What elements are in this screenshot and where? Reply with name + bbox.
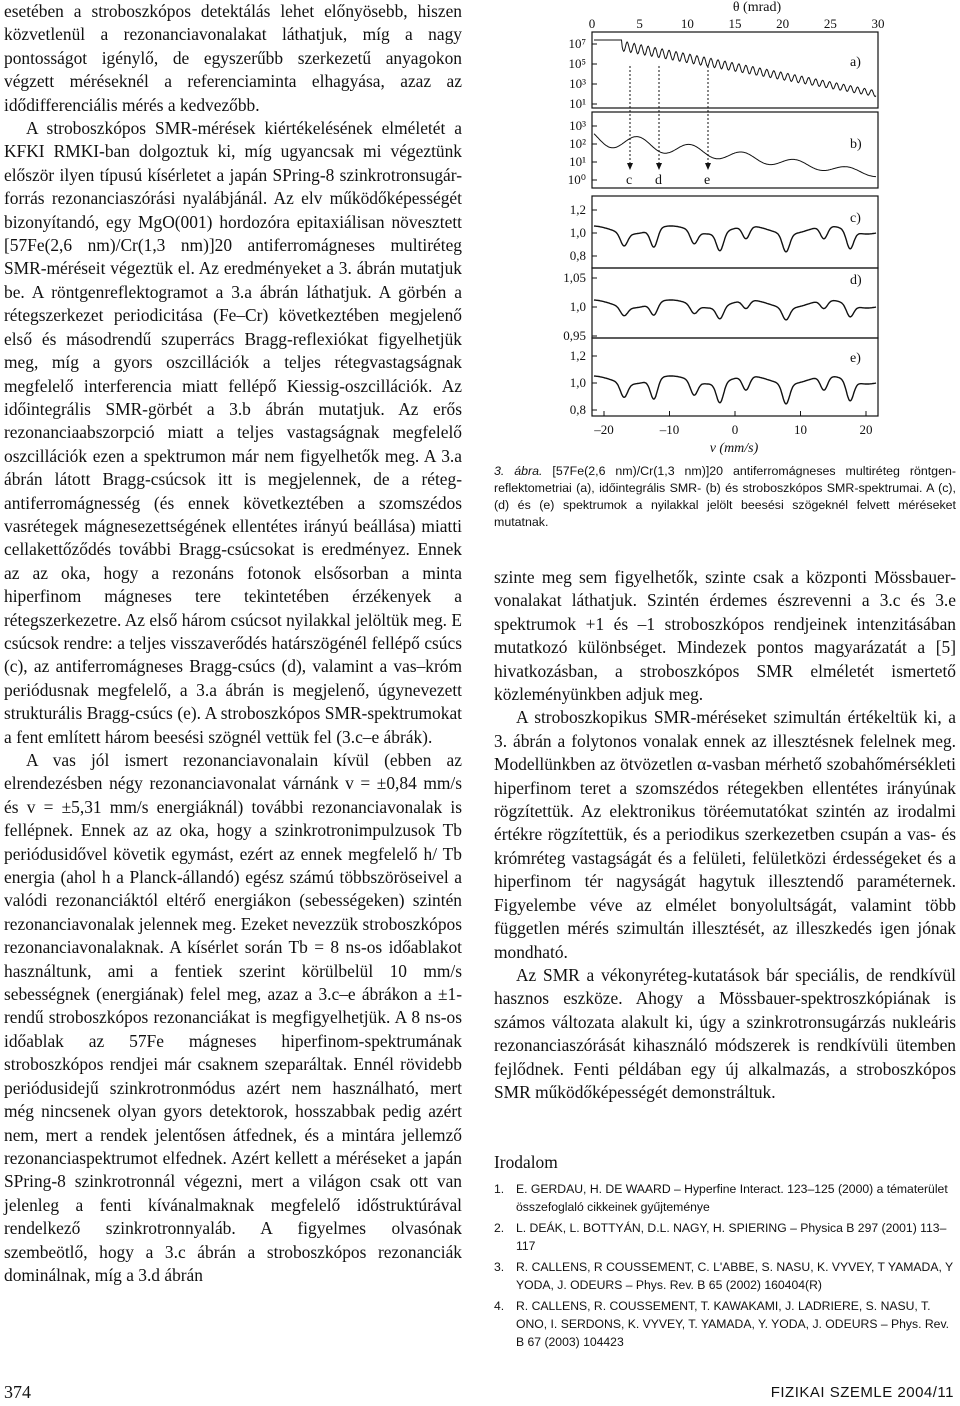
y-tick-label: 1,05 bbox=[563, 270, 586, 285]
paragraph: A stroboszkópos SMR-mérések kiértékelésének elméletét a KFKI RMKI-ban dolgoztuk ki, míg ugyancsak mi végeztünk először ilyen típusú kísérletet a japán SPring-8 szinkrotronsugár-forrás rezonanciaszórási nyalábjánál. Az elv működőképességét bizonyítandó, egy MgO(001) hordozóra epitaxiálisan növesztett [57Fe(2,6 nm)/Cr(1,3 nm)]20 antiferromágneses multiréteg SMR-méréseit végeztük el. Az eredményeket a 3. ábrán mutatjuk be. A röntgenreflektogramot a 3.a ábrán láthatjuk. A görbén a rétegszerkezet periodicitása (Fe–Cr) következtében megjelenő első és másodrendű szuperrács Bragg-reflexiókat figyelhetjük meg, míg a gyors oszcillációk a teljes rétegvastagságnak megfelelő interferencia miatt fellépő Kiessig-oszcillációk. Az időintegrális SMR-görbét a 3.b ábrán mutatjuk. Az erős rezonanciaabszorpció miatt a teljes vastagságnak megfelelő oszcillációk ezen a spektrumon már nem figyelhetők meg. A 3.a ábrán látott Bragg-csúcsok itt is megjelennek, de a réteg-antiferromágnesség (és ennek következtében a szomszédos vasrétegek mágnesezettségének ellentétes irányú beállása) miatti cellakettőződés további Bragg-csúcsokat is eredményez. Ennek az az oka, hogy a rezonáns fotonok elsősorban a minta hiperfinom mágneses tere tekintetében érzékenyek a rétegszerkezetre. Az első három csúcsot nyilakkal jelöltük meg. E csúcsok rendre: a teljes visszaverődés határszögénél fellépő csúcs (c), az antiferromágneses Bragg-csúcs (d), valamint a vas–króm periódusnak megfelelő, a 3.a ábrán is megjelenő, úgynevezett strukturális Bragg-csúcs (e). A stroboszkópos SMR-spektrumokat a fent említett három beesési szögnél vettük fel (3.c–e ábrák). bbox=[4, 118, 462, 747]
y-tick-label: 1,0 bbox=[569, 375, 586, 390]
reference-item: 3. R. CALLENS, R COUSSEMENT, C. L'ABBE, S. NASU, K. VYVEY, T YAMADA, Y YODA, J. ODEURS – Phys. Rev. B 65 (2002) 160404(R) bbox=[494, 1260, 953, 1292]
caption-text: [57Fe(2,6 nm)/Cr(1,3 nm)]20 antiferromágneses multiréteg röntgen-reflektometriai (a), időintegrális SMR- (b) és stroboszkópos SMR-spektrumai. A (c), (d) és (e) spektrumok a nyilakkal jelölt beesési szögeknél felvett méréseket mutatnak. bbox=[494, 464, 956, 529]
caption-label: 3. ábra. bbox=[494, 464, 543, 478]
references-list bbox=[494, 1180, 958, 1354]
paragraph: szinte meg sem figyelhetők, szinte csak a központi Mössbauer-vonalakat láthatjuk. Szintén érdemes észrevenni a 3.c és 3.e spektrumok +1 és –1 stroboszkópos rendjeinek intenzitásában mutatkozó különbséget. Mindezek pontos magyarázatát a [5] hivatkozásban, a stroboszkópos SMR elméletét ismertető közleményünkben adjuk meg. bbox=[494, 567, 956, 705]
references-title: Irodalom bbox=[494, 1152, 558, 1172]
y-tick-label: 10³ bbox=[569, 118, 586, 133]
top-axis-ticks bbox=[589, 16, 885, 31]
curve-a bbox=[594, 40, 876, 97]
panel-label: b) bbox=[850, 137, 862, 152]
panel-c-frame bbox=[592, 196, 878, 268]
page-number: 374 bbox=[4, 1382, 31, 1402]
right-text-column bbox=[494, 566, 956, 1104]
bottom-tick-label: 20 bbox=[859, 422, 873, 437]
reference-item: 2. L. DEÁK, L. BOTTYÁN, D.L. NAGY, H. SPIERING – Physica B 297 (2001) 113–117 bbox=[494, 1221, 947, 1253]
paragraph: A stroboszkopikus SMR-méréseket szimultán értékeltük ki, a 3. ábrán a folytonos vonalak ennek az illesztésnek felelnek meg. Modellünkben az ötvözetlen α-vasban mérhető szobahőmérsékleti hiperfinom teret a szomszédos rétegekben ellentétes irányúnak rögzítettük. Az elektronikus töréemutatókat szintén az irodalmi értékre rögzítettük, és a periodikus szerkezetben csupán a vas- és krómréteg vastagságát és a felületi, felületközi érdességeket és a hiperfinom tér nagyságát hagytuk illesztendő paraméternek. Figyelembe véve az elmélet bonyolultságát, valamint több független mérés szimultán illesztését, az illeszkedés igen jónak mondható. bbox=[494, 707, 956, 962]
arrow-label: d bbox=[655, 173, 662, 188]
y-tick-label: 1,0 bbox=[569, 299, 586, 314]
y-tick-label: 0,8 bbox=[569, 402, 586, 417]
fit-curve bbox=[594, 376, 876, 404]
y-tick-label: 1,2 bbox=[569, 202, 586, 217]
bottom-tick-label: –20 bbox=[594, 422, 614, 437]
y-tick-label: 10³ bbox=[569, 76, 586, 91]
arrow-head bbox=[627, 163, 633, 170]
figure-curves bbox=[594, 40, 876, 404]
arrow-head bbox=[656, 163, 662, 170]
left-text-column bbox=[4, 0, 462, 1287]
curve-b bbox=[594, 134, 876, 177]
y-tick-label: 10⁰ bbox=[567, 172, 586, 187]
fit-curve bbox=[594, 300, 876, 320]
bottom-tick-label: 10 bbox=[794, 422, 807, 437]
top-tick-label: 0 bbox=[588, 16, 596, 31]
top-tick-label: 5 bbox=[636, 16, 643, 31]
paragraph: Az SMR a vékonyréteg-kutatások bár speciális, de rendkívül hasznos eszköze. Ahogy a Mössbauer-spektroszkópiának is számos változata alakult ki, úgy a szinkrotronsugárzás nukleáris rezonanciaszórását kihasználó módszerek is rendkívüli ütemben fejlődnek. Fenti példában egy új alkalmazás, a stroboszkópos SMR működőképességét demonstráltuk. bbox=[494, 964, 956, 1102]
arrow-head bbox=[705, 163, 711, 170]
y-tick-label: 1,2 bbox=[569, 348, 586, 363]
y-tick-label: 10² bbox=[569, 136, 586, 151]
y-tick-label: 1,0 bbox=[569, 225, 586, 240]
paragraph: A vas jól ismert rezonanciavonalain kívül (ebben az elrendezésben négy rezonanciavonalat várnánk v = ±0,84 mm/s és v = ±5,31 mm/s energiáknál) további rezonanciavonalak is fellépnek. Ennek az az oka, hogy a szinkrotronimpulzusok Tb periódusidővel követik egymást, ezért az ennek megfelelő h/ Tb energia (ahol h a Planck-állandó) egész számú többszöröseivel a valódi rezonanciáktól eltérő energiákon (sebességeken) szintén rezonanciavonalak jelennek meg. Ezeket nevezzük stroboszkópos rezonanciavonalaknak. A kísérlet során Tb = 8 ns-os időablakot használtunk, ami a fentiek szerint körülbelül 10 mm/s sebességnek (energiának) felel meg, azaz a 3.c–e ábrákon a ±1-rendű stroboszkópos rezonanciákat is megfigyelhetjük. A 8 ns-os időablak az 57Fe mágneses hiperfinom-spektrumának stroboszkópos rendjei már csaknem szeparáltak. Ennél rövidebb periódusidejű szinkrotronmódus azért nem használható, mert még nincsenek olyan gyors detektorok, hosszabbak pedig azért nem, mert a rendek jelentősen átfednek, és a mintára jellemző rezonanciaspektrumot elfednek. Azért kellett a méréseket a japán SPring-8 szinkrotronnál végezni, mert a világon csak ott van jelenleg a fenti kívánalmaknak megfelelő időstruktúrával rendelkező szinkrotronnyaláb. A figyelmes olvasónak szembeötlő, hogy a 3.c ábrán a stroboszkópos rezonanciák dominálnak, míg a 3.d ábrán bbox=[4, 750, 462, 1285]
top-axis-label: θ (mrad) bbox=[732, 0, 782, 15]
panel-label: e) bbox=[850, 351, 861, 366]
top-tick-label: 10 bbox=[680, 16, 694, 31]
arrow-label: c bbox=[626, 173, 633, 188]
top-tick-label: 20 bbox=[776, 16, 790, 31]
reference-item: 1. E. GERDAU, H. DE WAARD – Hyperfine Interact. 123–125 (2000) a tématerület összefoglaló cikkeinek gyűjteménye bbox=[494, 1182, 948, 1214]
y-tick-label: 10⁵ bbox=[568, 56, 586, 71]
panel-b-frame bbox=[592, 112, 878, 188]
top-tick-label: 30 bbox=[871, 16, 885, 31]
bottom-axis-ticks bbox=[593, 411, 872, 437]
arrow-label: e bbox=[704, 173, 711, 188]
bottom-tick-label: –10 bbox=[659, 422, 680, 437]
bottom-tick-label: 0 bbox=[731, 422, 739, 437]
angle-arrows bbox=[626, 66, 711, 188]
y-tick-label: 0,95 bbox=[563, 328, 586, 343]
journal-name: FIZIKAI SZEMLE 2004/11 bbox=[770, 1384, 954, 1401]
panel-label: d) bbox=[850, 273, 862, 288]
figure-caption bbox=[494, 463, 956, 531]
paragraph: esetében a stroboszkópos detektálás lehet előnyösebb, hiszen közvetlenül a rezonanciavonalakat láthatjuk, míg a nagy pontosságot igénylő, de egyszerűbb szerkezetű anyagokon végzett méréseknél a referenciaminta elhagyása, azaz az idődifferenciális mérés a kedvezőbb. bbox=[4, 1, 462, 115]
panel-label: c) bbox=[850, 211, 861, 226]
top-tick-label: 15 bbox=[728, 16, 742, 31]
bottom-axis-label: v (mm/s) bbox=[709, 441, 759, 456]
y-tick-label: 10⁷ bbox=[568, 36, 586, 51]
panel-label: a) bbox=[850, 55, 861, 70]
y-tick-label: 10¹ bbox=[569, 96, 586, 111]
top-tick-label: 25 bbox=[823, 16, 837, 31]
y-tick-label: 10¹ bbox=[569, 154, 586, 169]
fit-curve bbox=[594, 226, 876, 252]
y-tick-label: 0,8 bbox=[569, 248, 586, 263]
figure-3-plot bbox=[494, 0, 960, 460]
reference-item: 4. R. CALLENS, R. COUSSEMENT, T. KAWAKAMI, J. LADRIERE, S. NASU, T. ONO, I. SERDONS, K. VYVEY, T. YAMADA, Y. YODA, J. ODEURS – Phys. Rev. B 67 (2003) 104423 bbox=[494, 1299, 950, 1349]
panel-labels bbox=[850, 55, 862, 366]
